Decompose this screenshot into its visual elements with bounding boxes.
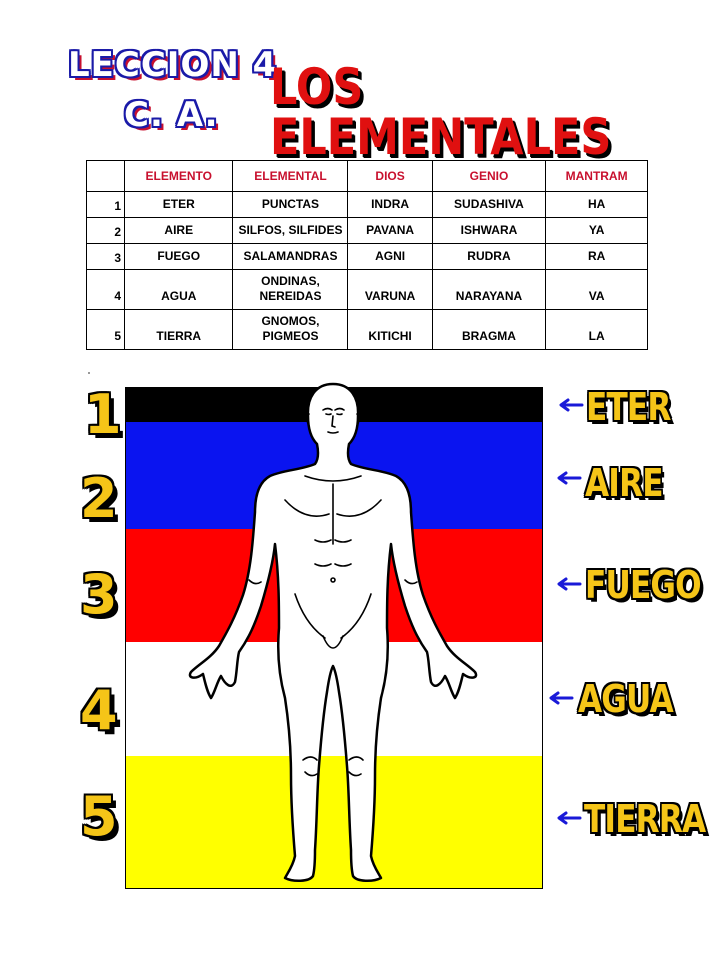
table-cell: 3 bbox=[87, 244, 125, 270]
table-cell: PAVANA bbox=[348, 218, 432, 244]
table-cell: RA bbox=[546, 244, 648, 270]
left-arrow-icon bbox=[556, 577, 582, 591]
element-label-tierra: TIERRA bbox=[584, 797, 706, 841]
left-arrow-icon bbox=[558, 398, 584, 412]
table-cell: HA bbox=[546, 192, 648, 218]
table-cell: AGNI bbox=[348, 244, 432, 270]
table-header-cell: ELEMENTO bbox=[125, 161, 233, 192]
element-number-2: 2 bbox=[80, 467, 118, 530]
table-cell: ETER bbox=[125, 192, 233, 218]
table-cell: VARUNA bbox=[348, 270, 432, 310]
table-cell: KITICHI bbox=[348, 310, 432, 350]
left-arrow-icon bbox=[556, 471, 582, 485]
table-header-cell: ELEMENTAL bbox=[233, 161, 348, 192]
table-cell: AIRE bbox=[125, 218, 233, 244]
table-header-cell bbox=[87, 161, 125, 192]
table-cell: VA bbox=[546, 270, 648, 310]
table-cell: LA bbox=[546, 310, 648, 350]
table-cell: FUEGO bbox=[125, 244, 233, 270]
elements-table bbox=[86, 160, 648, 350]
stray-dot bbox=[88, 372, 90, 374]
element-number-5: 5 bbox=[80, 785, 118, 848]
human-figure bbox=[125, 380, 541, 890]
element-number-3: 3 bbox=[80, 563, 118, 626]
element-label-aire: AIRE bbox=[585, 461, 663, 505]
table-cell: ONDINAS, NEREIDAS bbox=[233, 270, 348, 310]
table-header-cell: GENIO bbox=[432, 161, 546, 192]
table-row bbox=[87, 270, 648, 310]
element-label-eter: ETER bbox=[586, 385, 671, 429]
table-header-cell: DIOS bbox=[348, 161, 432, 192]
table-cell: TIERRA bbox=[125, 310, 233, 350]
table-header-cell: MANTRAM bbox=[546, 161, 648, 192]
table-cell: INDRA bbox=[348, 192, 432, 218]
table-cell: BRAGMA bbox=[432, 310, 546, 350]
table-row bbox=[87, 244, 648, 270]
page-title: LOS ELEMENTALES bbox=[270, 58, 612, 166]
element-label-fuego: FUEGO bbox=[585, 563, 701, 607]
element-label-agua: AGUA bbox=[578, 677, 673, 721]
table-cell: 5 bbox=[87, 310, 125, 350]
table-row bbox=[87, 218, 648, 244]
table-cell: SUDASHIVA bbox=[432, 192, 546, 218]
lesson-title: LECCION 4 bbox=[68, 45, 278, 85]
table-row bbox=[87, 192, 648, 218]
table-cell: 2 bbox=[87, 218, 125, 244]
element-number-4: 4 bbox=[80, 679, 118, 742]
left-arrow-icon bbox=[548, 691, 574, 705]
table-cell: YA bbox=[546, 218, 648, 244]
element-number-1: 1 bbox=[84, 383, 122, 446]
table-cell: 4 bbox=[87, 270, 125, 310]
table-cell: RUDRA bbox=[432, 244, 546, 270]
table-cell: AGUA bbox=[125, 270, 233, 310]
table-row bbox=[87, 310, 648, 350]
lesson-subtitle: C. A. bbox=[124, 95, 219, 135]
table-cell: NARAYANA bbox=[432, 270, 546, 310]
table-cell: ISHWARA bbox=[432, 218, 546, 244]
table-header-row bbox=[87, 161, 648, 192]
table-cell: SILFOS, SILFIDES bbox=[233, 218, 348, 244]
table-cell: PUNCTAS bbox=[233, 192, 348, 218]
table-cell: GNOMOS, PIGMEOS bbox=[233, 310, 348, 350]
left-arrow-icon bbox=[556, 811, 582, 825]
table-cell: 1 bbox=[87, 192, 125, 218]
table-cell: SALAMANDRAS bbox=[233, 244, 348, 270]
